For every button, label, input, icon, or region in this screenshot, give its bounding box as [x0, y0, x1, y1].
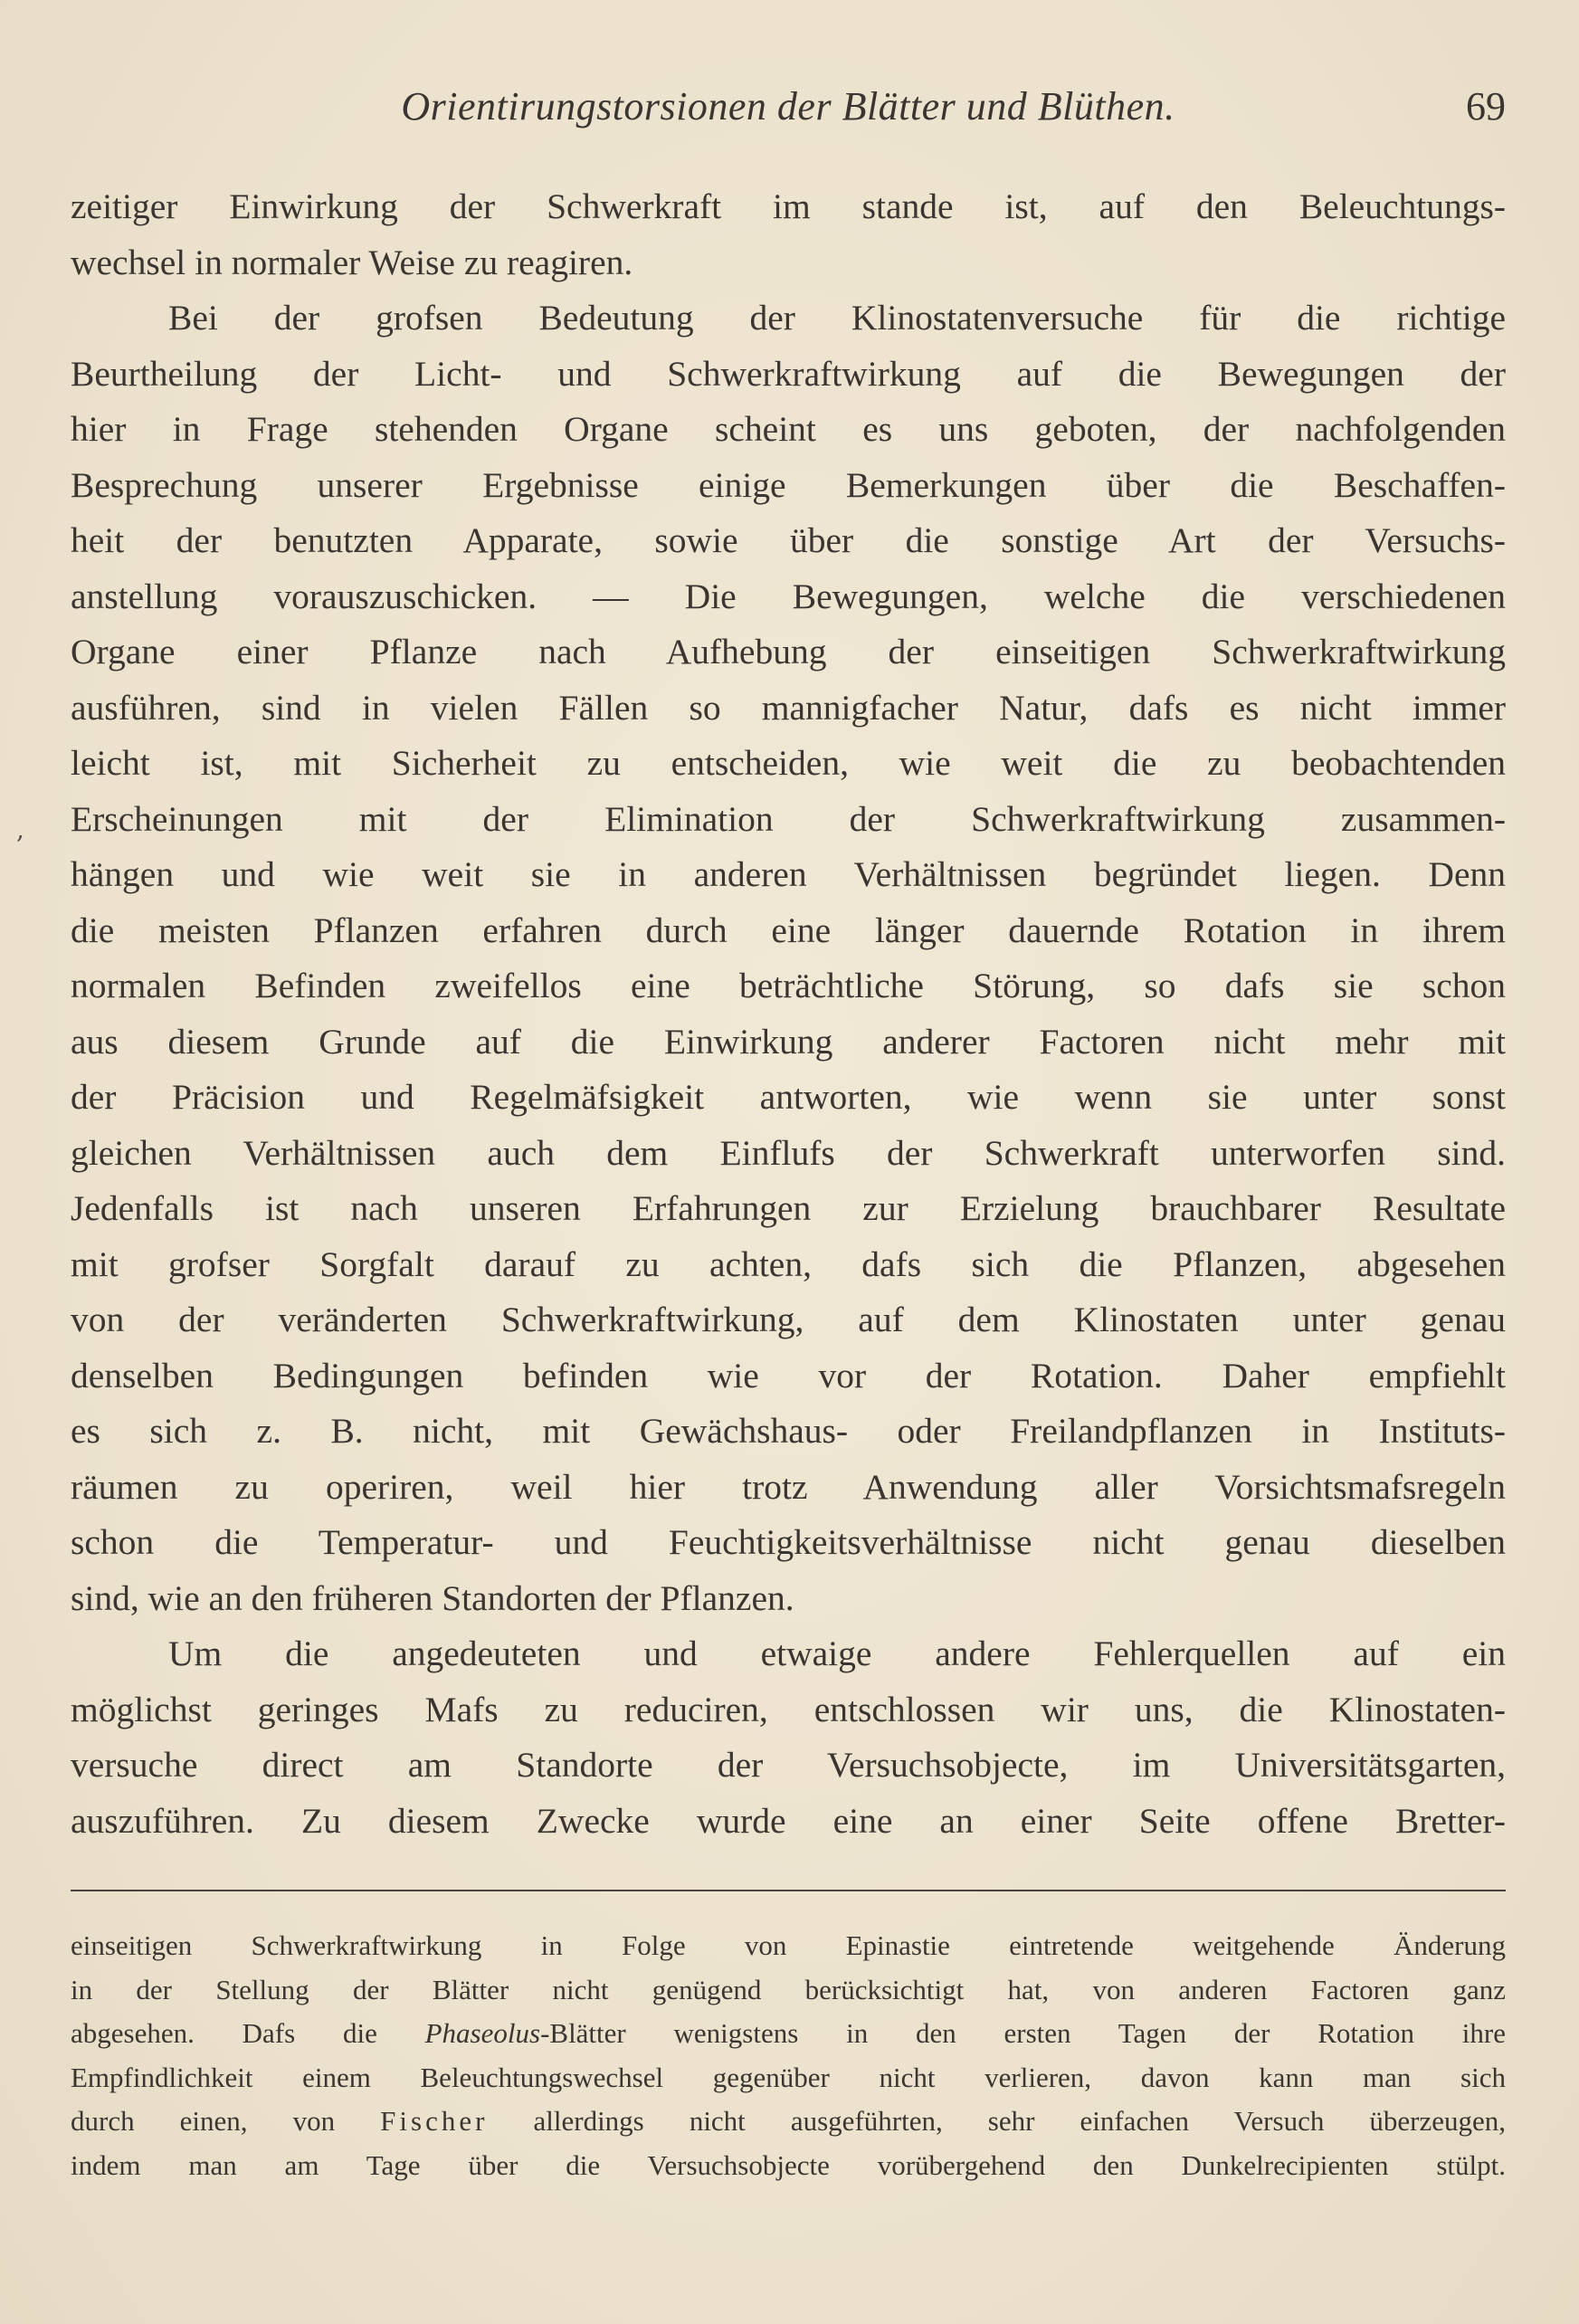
text-line: leicht ist, mit Sicherheit zu entscheiden, wie weit die zu beobachtenden: [71, 743, 1506, 783]
footnote-text: abgesehen. Dafs die: [71, 2017, 425, 2050]
footnote-line: in der Stellung der Blätter nicht genügend berücksichtigt hat, von anderen Factoren ganz: [71, 1973, 1506, 2005]
text-line: sind, wie an den früheren Standorten der Pflanzen.: [71, 1577, 794, 1618]
text-line: es sich z. B. nicht, mit Gewächshaus- oder Freilandpflanzen in Instituts-: [71, 1411, 1506, 1451]
text-line: die meisten Pflanzen erfahren durch eine länger dauernde Rotation in ihrem: [71, 910, 1506, 950]
text-line: mit grofser Sorgfalt darauf zu achten, dafs sich die Pflanzen, abgesehen: [71, 1243, 1506, 1284]
text-line: aus diesem Grunde auf die Einwirkung anderer Factoren nicht mehr mit: [71, 1021, 1506, 1062]
footnote-text: durch einen, von: [71, 2105, 381, 2138]
text-line: hängen und wie weit sie in anderen Verhältnissen begründet liegen. Denn: [71, 854, 1506, 894]
text-line: Besprechung unserer Ergebnisse einige Bemerkungen über die Beschaffen-: [71, 464, 1506, 505]
body-text: [71, 179, 1506, 1849]
taxon-name: Phaseolus: [424, 2017, 541, 2050]
text-line: Bei der grofsen Bedeutung der Klinostatenversuche für die richtige: [168, 298, 1506, 338]
footnote-line: [71, 2100, 1506, 2144]
text-line: Erscheinungen mit der Elimination der Schwerkraftwirkung zusammen-: [71, 798, 1506, 839]
text-line: Um die angedeuteten und etwaige andere Fehlerquellen auf ein: [168, 1633, 1506, 1673]
text-line: hier in Frage stehenden Organe scheint es uns geboten, der nachfolgenden: [71, 409, 1506, 449]
text-line: heit der benutzten Apparate, sowie über die sonstige Art der Versuchs-: [71, 520, 1506, 560]
footnote-line: indem man am Tage über die Versuchsobjecte vorübergehend den Dunkelrecipienten stülpt.: [71, 2148, 1506, 2181]
author-name: Fischer: [380, 2105, 489, 2138]
text-line: zeitiger Einwirkung der Schwerkraft im stande ist, auf den Beleuchtungs-: [71, 186, 1506, 226]
page-number: 69: [1466, 84, 1506, 129]
footnote-text: allerdings nicht ausgeführten, sehr einfachen Versuch überzeugen,: [488, 2105, 1507, 2138]
text-line: der Präcision und Regelmäfsigkeit antworten, wie wenn sie unter sonst: [71, 1077, 1506, 1117]
footnote-line: einseitigen Schwerkraftwirkung in Folge von Epinastie eintretende weitgehende Änderung: [71, 1929, 1506, 1961]
footnote-line: [71, 2012, 1506, 2056]
text-line: von der veränderten Schwerkraftwirkung, auf dem Klinostaten unter genau: [71, 1300, 1506, 1339]
text-line: denselben Bedingungen befinden wie vor der Rotation. Daher empfiehlt: [71, 1355, 1506, 1395]
text-line: Beurtheilung der Licht- und Schwerkraftwirkung auf die Bewegungen der: [71, 353, 1506, 394]
footnote: [71, 1924, 1506, 2188]
text-line: möglichst geringes Mafs zu reduciren, entschlossen wir uns, die Klinostaten-: [71, 1689, 1506, 1729]
text-line: auszuführen. Zu diesem Zwecke wurde eine an einer Seite offene Bretter-: [71, 1800, 1506, 1841]
text-line: Jedenfalls ist nach unseren Erfahrungen zur Erzielung brauchbarer Resultate: [71, 1188, 1506, 1228]
footnote-line: Empfindlichkeit einem Beleuchtungswechsel gegenüber nicht verlieren, davon kann man sich: [71, 2061, 1506, 2093]
running-title: Orientirungstorsionen der Blätter und Blüthen.: [401, 84, 1175, 129]
footnote-text: -Blätter wenigstens in den ersten Tagen der Rotation ihre: [540, 2017, 1506, 2050]
text-line: Organe einer Pflanze nach Aufhebung der einseitigen Schwerkraftwirkung: [71, 632, 1506, 671]
running-head: [71, 80, 1506, 134]
text-line: gleichen Verhältnissen auch dem Einflufs der Schwerkraft unterworfen sind.: [71, 1132, 1506, 1173]
text-line: normalen Befinden zweifellos eine beträchtliche Störung, so dafs sie schon: [71, 966, 1506, 1005]
text-line: schon die Temperatur- und Feuchtigkeitsverhältnisse nicht genau dieselben: [71, 1522, 1506, 1562]
text-line: versuche direct am Standorte der Versuchsobjecte, im Universitätsgarten,: [71, 1745, 1506, 1785]
text-line: ausführen, sind in vielen Fällen so mannigfacher Natur, dafs es nicht immer: [71, 687, 1506, 728]
margin-mark: ,: [16, 814, 24, 844]
text-line: wechsel in normaler Weise zu reagiren.: [71, 242, 633, 282]
footnote-rule: [71, 1890, 1506, 1891]
text-line: anstellung vorauszuschicken. — Die Bewegungen, welche die verschiedenen: [71, 576, 1506, 616]
text-line: räumen zu operiren, weil hier trotz Anwendung aller Vorsichtsmafsregeln: [71, 1466, 1506, 1507]
